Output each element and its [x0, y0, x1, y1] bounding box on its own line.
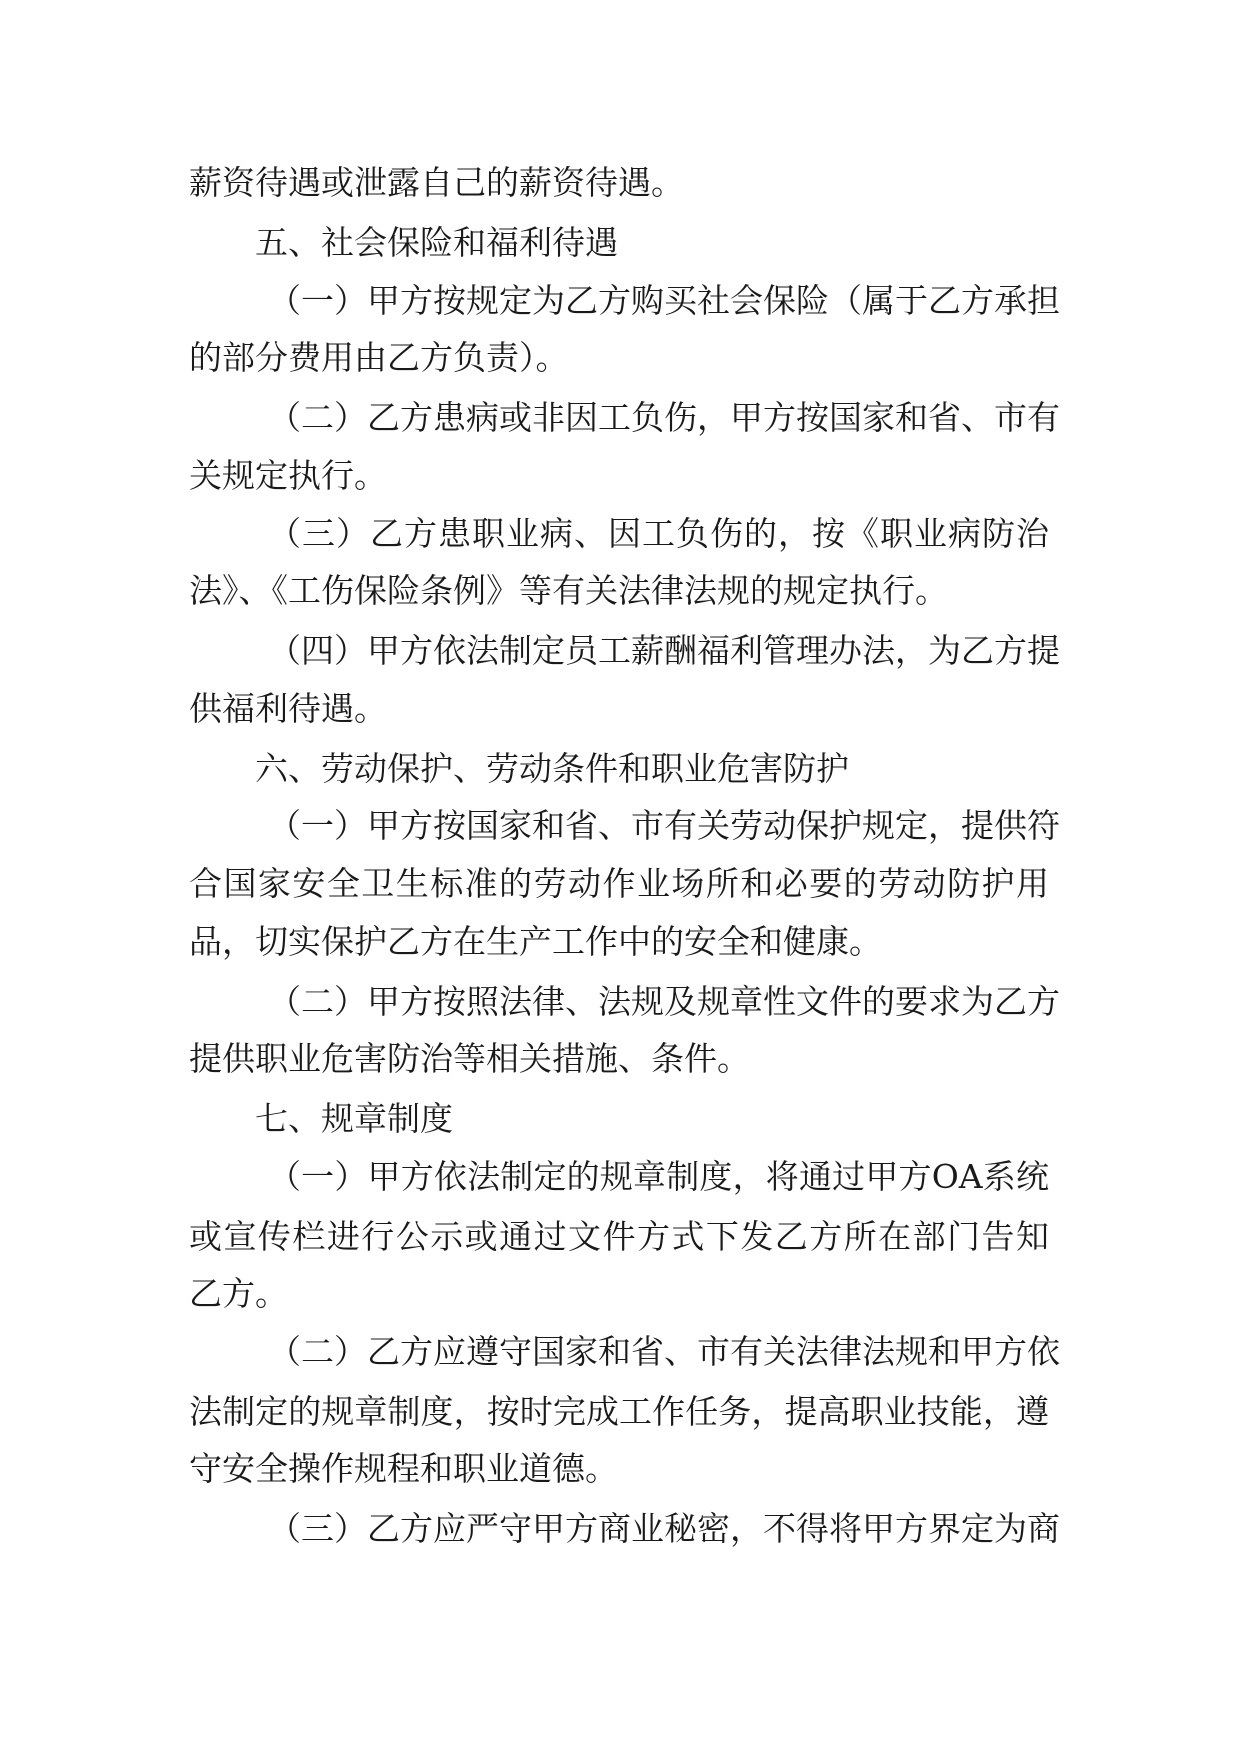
text-line: （一）甲方按规定为乙方购买社会保险（属于乙方承担 — [268, 281, 1060, 320]
text-line: 供福利待遇。 — [189, 689, 387, 728]
text-line: （三）乙方应严守甲方商业秘密，不得将甲方界定为商 — [268, 1509, 1060, 1548]
section-heading: 六、劳动保护、劳动条件和职业危害防护 — [255, 749, 849, 788]
text-line: （一）甲方依法制定的规章制度，将通过甲方OA系统 — [268, 1157, 1049, 1196]
text-line: 合国家安全卫生标准的劳动作业场所和必要的劳动防护用 — [189, 864, 1049, 903]
section-heading: 五、社会保险和福利待遇 — [255, 223, 618, 262]
text-line: 品，切实保护乙方在生产工作中的安全和健康。 — [189, 922, 882, 961]
text-line: （二）乙方应遵守国家和省、市有关法律法规和甲方依 — [268, 1332, 1060, 1371]
text-line: 守安全操作规程和职业道德。 — [189, 1449, 618, 1488]
text-line: （二）甲方按照法律、法规及规章性文件的要求为乙方 — [268, 982, 1060, 1021]
text-line: 薪资待遇或泄露自己的薪资待遇。 — [189, 163, 684, 202]
text-line: 关规定执行。 — [189, 456, 387, 495]
text-line: 法制定的规章制度，按时完成工作任务，提高职业技能，遵 — [189, 1392, 1049, 1431]
text-line: 提供职业危害防治等相关措施、条件。 — [189, 1039, 750, 1078]
section-heading: 七、规章制度 — [255, 1099, 453, 1138]
text-line: （四）甲方依法制定员工薪酬福利管理办法，为乙方提 — [268, 631, 1060, 670]
text-line: 法》、《工伤保险条例》等有关法律法规的规定执行。 — [189, 571, 948, 610]
text-line: （一）甲方按国家和省、市有关劳动保护规定，提供符 — [268, 806, 1060, 845]
text-line: （三）乙方患职业病、因工负伤的，按《职业病防治 — [268, 514, 1049, 553]
text-line: 乙方。 — [189, 1274, 288, 1313]
text-line: 的部分费用由乙方负责）。 — [189, 338, 569, 377]
text-line: （二）乙方患病或非因工负伤，甲方按国家和省、市有 — [268, 398, 1060, 437]
text-line: 或宣传栏进行公示或通过文件方式下发乙方所在部门告知 — [189, 1217, 1049, 1256]
